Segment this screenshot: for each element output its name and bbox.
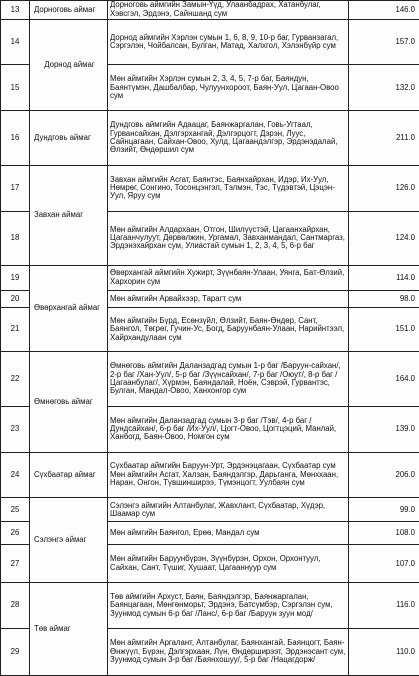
row-value: 98.0 bbox=[349, 290, 419, 307]
row-number: 21 bbox=[1, 307, 30, 352]
row-value: 124.0 bbox=[349, 211, 419, 265]
row-value: 110.0 bbox=[349, 628, 419, 675]
table-row bbox=[1, 583, 419, 629]
area-description: Мөн аймгийн Даланзадгад сумын 3-р баг /Тэв/, 4-р баг /Дундсайхан/, 6-р баг /Их-Уул/, Цогт-Овоо, Цогтцэций, Манлай, Ханбогд, Баян-Овоо, Номгон сум bbox=[108, 406, 349, 452]
aimag-name-text: Өмнөговь аймаг bbox=[34, 396, 93, 406]
row-number: 13 bbox=[1, 1, 30, 20]
row-value: 99.0 bbox=[349, 498, 419, 522]
area-description: Мөн аймгийн Арвайхээр, Тарагт сум bbox=[108, 290, 349, 307]
aimag-name-text: Дорноговь аймаг bbox=[34, 4, 96, 14]
table-row bbox=[1, 1, 419, 20]
row-number: 26 bbox=[1, 522, 30, 545]
row-value: 126.0 bbox=[349, 165, 419, 211]
aimag-name bbox=[30, 265, 108, 352]
aimag-name bbox=[30, 19, 108, 111]
row-value: 114.0 bbox=[349, 265, 419, 290]
table-row bbox=[1, 111, 419, 165]
row-number: 23 bbox=[1, 406, 30, 452]
row-value: 211.0 bbox=[349, 111, 419, 165]
area-description: Мөн аймгийн Алдархаан, Отгон, Шилүүстэй, Цагаанхайрхан, Цагаанчулуут, Дөрвөлжин, Ургамал, Завханмандал, Сантмаргаз, Эрдэнэхайрхан сум, Улиастай сумын 1, 2, 3, 4, 5, 6-р баг bbox=[108, 211, 349, 265]
area-description: Дорнод аймгийн Хэрлэн сумын 1, 6, 8, 9, 10-р баг, Гурванзагал, Сэргэлэн, Чойбалсан, Булган, Матад, Халхгол, Хэлэнбүйр сум bbox=[108, 19, 349, 65]
row-value: 206.0 bbox=[349, 452, 419, 498]
area-description: Дорноговь аймгийн Замын-Үүд, Улаанбадрах, Хатанбулаг, Хэвсгэл, Эрдэнэ, Сайншанд сум bbox=[108, 1, 349, 20]
area-description: Мөн аймгийн Баянгол, Ерөө, Мандал сум bbox=[108, 522, 349, 545]
row-number: 20 bbox=[1, 290, 30, 307]
area-description: Мөн аймгийн Баруунбүрэн, Зүүнбүрэн, Орхон, Орхонтуул, Сайхан, Сант, Түшиг, Хушаат, Цагааннуур сум bbox=[108, 545, 349, 583]
area-description: Сүхбаатар аймгийн Баруун-Урт, Эрдэнэцагаан, Сүхбаатар сум Мөн аймгийн Асгат, Халзан, Баяндэлгэр, Дарьганга, Мөнххаан, Наран, Онгон, Түвшинширээ, Түмэнцогт, Уулбаян сум bbox=[108, 452, 349, 498]
aimag-name bbox=[30, 498, 108, 583]
row-number: 17 bbox=[1, 165, 30, 211]
table-row bbox=[1, 19, 419, 65]
area-description: Сэлэнгэ аймгийн Алтанбулаг, Жавхлант, Сүхбаатар, Хүдэр, Шаамар сум bbox=[108, 498, 349, 522]
aimag-name bbox=[30, 165, 108, 265]
row-value: 116.0 bbox=[349, 583, 419, 629]
row-value: 151.0 bbox=[349, 307, 419, 352]
area-description: Мөн аймгийн Аргалант, Алтанбулаг, Баянхангай, Баянцогт, Баян-Өнжүүл, Бүрэн, Дэлгэрхаан, Лүн, Өндөрширээт, Эрдэнэсант сум, Зуунмод сумын 3-р баг /Баянхошуу/, 5-р баг /Нацагдорж/ bbox=[108, 628, 349, 675]
row-value: 132.0 bbox=[349, 65, 419, 111]
aimag-name-text: Завхан аймаг bbox=[34, 210, 84, 220]
row-number: 16 bbox=[1, 111, 30, 165]
row-number: 27 bbox=[1, 545, 30, 583]
row-number: 15 bbox=[1, 65, 30, 111]
table-row bbox=[1, 165, 419, 211]
area-description: Өвөрхангай аймгийн Хужирт, Зүүнбаян-Улаан, Уянга, Бат-Өлзий, Хархорин сум bbox=[108, 265, 349, 290]
row-value: 146.0 bbox=[349, 1, 419, 20]
row-number: 29 bbox=[1, 628, 30, 675]
table-row bbox=[1, 352, 419, 406]
area-description: Өмнөговь аймгийн Даланзадгад сумын 1-р баг /Баруун-сайхан/, 2-р баг /Хан-Уул/, 5-р баг /Зүүнсайхан/, 7-р баг /Оюут/, 8-р баг /Цагаанбулаг/, Хүрмэн, Баяндалай, Ноён, Сэврэй, Гурвантэс, Булган, Мандал-Овоо, Ханхонгор сум bbox=[108, 352, 349, 406]
row-number: 19 bbox=[1, 265, 30, 290]
aimag-name-text: Сүхбаатар аймаг bbox=[34, 469, 96, 479]
row-value: 108.0 bbox=[349, 522, 419, 545]
row-number: 24 bbox=[1, 452, 30, 498]
aimag-name bbox=[30, 583, 108, 676]
row-value: 107.0 bbox=[349, 545, 419, 583]
area-description: Завхан аймгийн Асгат, Баянтэс, Баянхайрхан, Идэр, Их-Уул, Нөмрөг, Сонгино, Тосонцэнгэл, Тэлмэн, Тэс, Түдэвтэй, Цэцэн-Уул, Яруу сум bbox=[108, 165, 349, 211]
area-description: Мөн аймгийн Бүрд, Есөнзүйл, Өлзийт, Баян-Өндөр, Сант, Баянгол, Төгрөг, Гучин-Ус, Богд, Баруунбаян-Улаан, Нарийнтээл, Хайрхандулаан сум bbox=[108, 307, 349, 352]
aimag-name-text: Сэлэнгэ аймаг bbox=[34, 535, 87, 545]
row-number: 18 bbox=[1, 211, 30, 265]
row-value: 164.0 bbox=[349, 352, 419, 406]
aimag-name-text: Дорнод аймаг bbox=[44, 59, 95, 69]
aimag-name-text: Төв аймаг bbox=[34, 623, 71, 633]
aimag-name bbox=[30, 352, 108, 452]
table-row bbox=[1, 498, 419, 522]
aimag-name-text: Дундговь аймаг bbox=[34, 132, 91, 142]
row-number: 28 bbox=[1, 583, 30, 629]
row-number: 22 bbox=[1, 352, 30, 406]
row-value: 157.0 bbox=[349, 19, 419, 65]
row-number: 25 bbox=[1, 498, 30, 522]
row-number: 14 bbox=[1, 19, 30, 65]
area-description: Мөн аймгийн Хэрлэн сумын 2, 3, 4, 5, 7-р баг, Баяндун, Баянтүмэн, Дашбалбар, Чулуунхороот, Баян-Уул, Цагаан-Овоо сум bbox=[108, 65, 349, 111]
table-row bbox=[1, 452, 419, 498]
area-description: Дундговь аймгийн Адаацаг, Баянжаргалан, Говь-Угтаал, Гурвансайхан, Дэлгэрхангай, Дэлгэрцогт, Дэрэн, Луус, Сайнцагаан, Сайхан-Овоо, Хулд, Цагаандэлгэр, Эрдэнэдалай, Өлзийт, Өндөршил сум bbox=[108, 111, 349, 165]
area-description: Төв аймгийн Архуст, Баян, Баяндэлгэр, Баянжаргалан, Баянцагаан, Мөнгөнморьт, Эрдэнэ, Батсүмбэр, Сэргэлэн сум, Зуунмод сумын 6-р баг /Ланс/, 6-р баг /Баруун зуун мод/ bbox=[108, 583, 349, 629]
aimag-name-text: Өвөрхангай аймаг bbox=[34, 303, 101, 313]
table-row bbox=[1, 265, 419, 290]
aimag-name bbox=[30, 111, 108, 165]
aimag-name bbox=[30, 452, 108, 498]
aimag-name bbox=[30, 1, 108, 20]
row-value: 139.0 bbox=[349, 406, 419, 452]
